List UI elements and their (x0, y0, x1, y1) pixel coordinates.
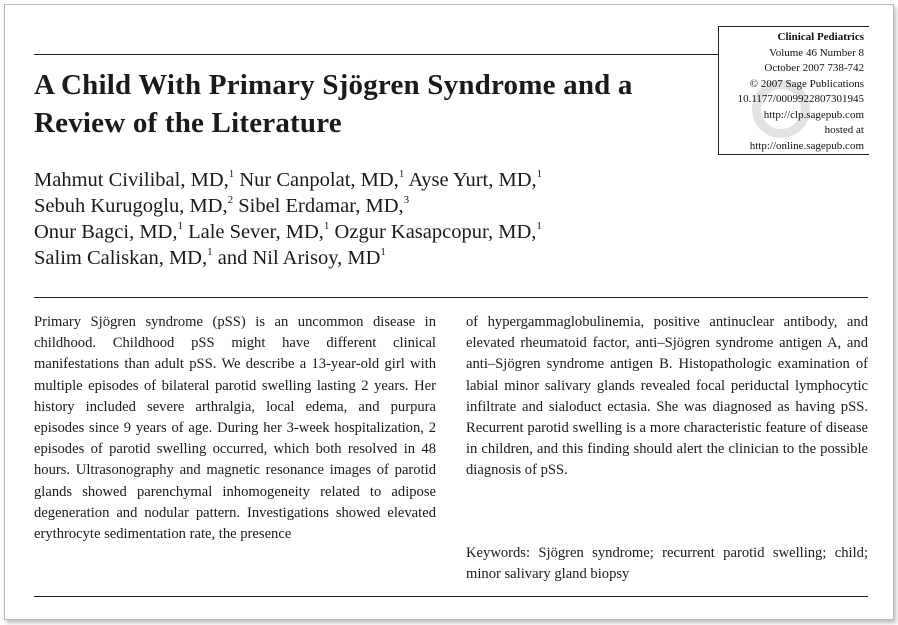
journal-volume: Volume 46 Number 8 (769, 46, 864, 59)
keywords (466, 543, 868, 585)
author: Salim Caliskan, MD,$^1$ (34, 246, 213, 269)
author: Onur Bagci, MD,$^1$ (34, 220, 183, 243)
journal-hosted-at: hosted at (824, 124, 864, 136)
article-title: A Child With Primary Sjögren Syndrome and a Review of the Literature (34, 69, 633, 139)
journal-date-pages: October 2007 738-742 (764, 62, 864, 74)
author: Sibel Erdamar, MD,$^3$ (238, 194, 410, 217)
author: Sebuh Kurugoglu, MD,$^2$ (34, 194, 234, 217)
abstract-top-rule (34, 297, 868, 298)
author: Nur Canpolat, MD,$^1$ (239, 168, 405, 191)
abstract-right-column: of hypergammaglobulinemia, positive antinuclear antibody, and elevated rheumatoid factor, anti–Sjögren syndrome antigen A, and anti–Sjögren syndrome antigen B. Histopathologic examination of labial minor salivary glands revealed focal periductal lymphocytic infiltrate and sialoduct ectasia. She was diagnosed as having pSS. Recurrent parotid swelling is a more characteristic feature of disease in children, and this finding should alert the clinician to the possible diagnosis of pSS. (466, 314, 868, 479)
journal-copyright: © 2007 Sage Publications (749, 77, 864, 90)
author: and Nil Arisoy, $MD^1$ (217, 246, 386, 269)
journal-info (714, 30, 864, 154)
journal-url[interactable]: http://clp.sagepub.com (763, 108, 864, 121)
header-rule (34, 54, 718, 55)
author-list (34, 167, 714, 271)
author: Ayse Yurt, MD,$^1$ (408, 168, 543, 191)
author: Mahmut Civilibal, MD,$^1$ (34, 168, 235, 191)
abstract-left-column: Primary Sjögren syndrome (pSS) is an uncommon disease in childhood. Childhood pSS might have different clinical manifestations than adult pSS. We describe a 13-year-old girl with multiple episodes of bilateral parotid swelling lasting 2 years. Her history included severe arthralgia, local edema, and purpura episodes since 9 years of age. During her 3-week hospitalization, 2 episodes of parotid swelling occurred, which both resolved in 48 hours. Ultrasonography and magnetic resonance images of parotid glands showed parenchymal inhomogeneity related to adipose degeneration and nodular pattern. Investigations showed elevated erythrocyte sedimentation rate, the presence (34, 314, 436, 543)
author: Ozgur Kasapcopur, MD,$^1$ (334, 220, 542, 243)
author: Lale Sever, MD,$^1$ (188, 220, 330, 243)
keywords-text: Sjögren syndrome; recurrent parotid swelling; child; minor salivary gland biopsy (466, 545, 868, 583)
journal-doi[interactable]: 10.1177/0009922807301945 (737, 93, 864, 105)
abstract-bottom-rule (34, 596, 868, 597)
journal-name: Clinical Pediatrics (777, 31, 864, 43)
keywords-label: Keywords: (466, 545, 531, 561)
journal-hosting-url[interactable]: http://online.sagepub.com (749, 139, 864, 152)
